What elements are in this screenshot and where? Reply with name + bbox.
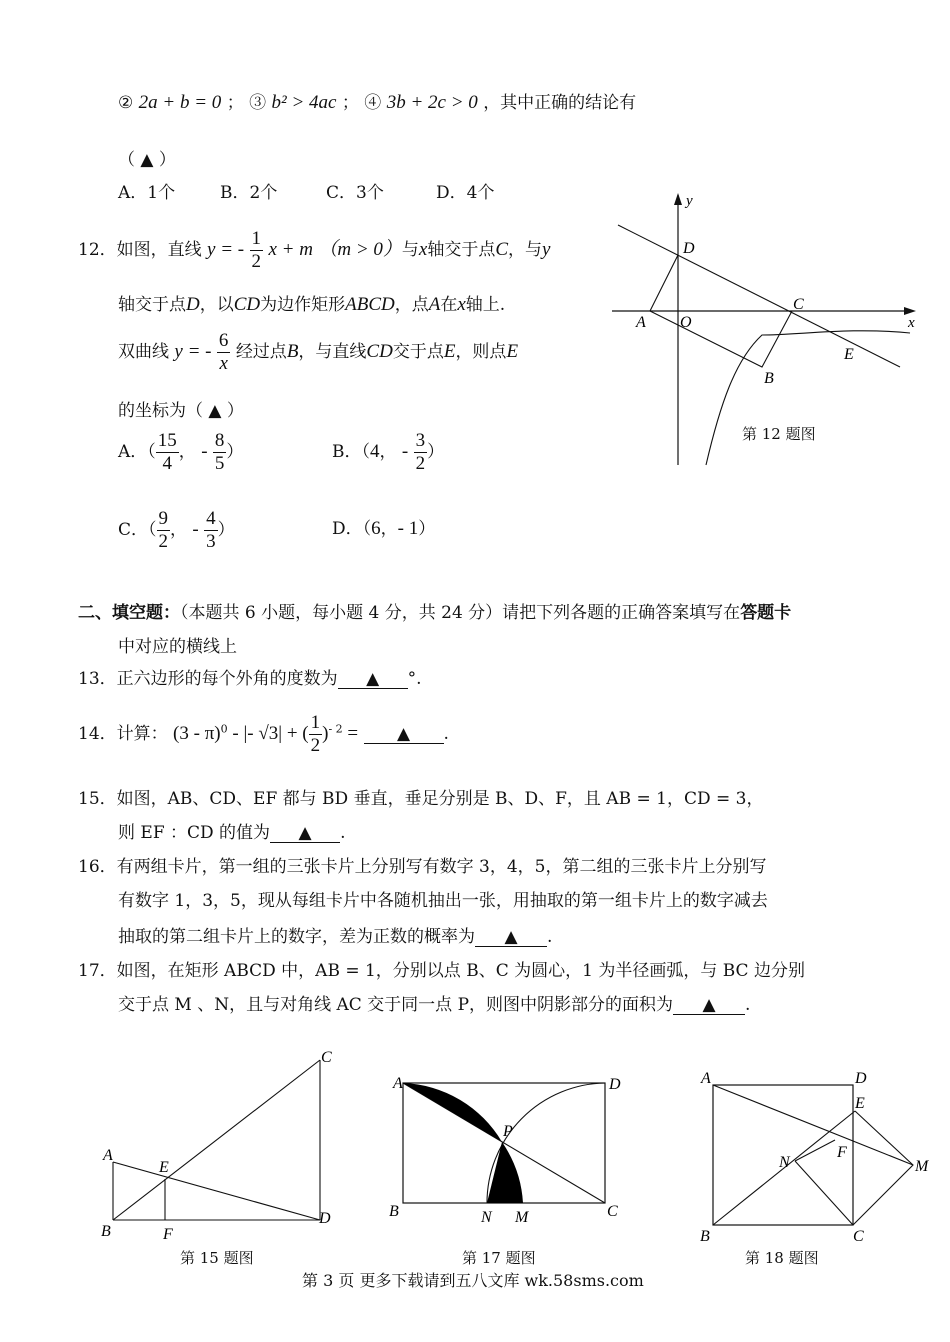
q17-line2: 交于点 M 、N，且与对角线 AC 交于同一点 P，则图中阴影部分的面积为 ▲ . (118, 995, 751, 1015)
fig17-label-c: C (607, 1203, 618, 1220)
fig15-label-e: E (159, 1159, 169, 1176)
fig12-y-arrow (674, 193, 682, 205)
q15-line2: 则 EF ：CD 的值为 ▲ . (118, 823, 346, 843)
fig12-x-arrow (904, 307, 916, 315)
fig12-label-x: x (908, 315, 915, 331)
fig18-triangle-emc (853, 1111, 913, 1225)
fig17-label-p: P (503, 1123, 513, 1140)
q11-cond4: 3b + 2c > 0 (386, 92, 478, 113)
q12-option-c: C．（ $\frac{9}{2}$ ， - $\frac{4}{3}$ ） (118, 508, 235, 552)
fig18-label-e: E (855, 1095, 865, 1112)
fig12-label-e: E (844, 346, 854, 363)
q11-cond3: b² > 4ac (271, 92, 337, 113)
fig17-label-b: B (389, 1203, 399, 1220)
fig18-label-n: N (779, 1154, 790, 1171)
q14-blank: ▲ (364, 725, 444, 744)
q17-blank: ▲ (673, 996, 745, 1015)
fig17-label-m: M (515, 1209, 529, 1226)
page-footer: 第 3 页 更多下载请到五八文库 wk.58sms.com (302, 1271, 644, 1290)
section2-line2: 中对应的横线上 (118, 637, 237, 657)
q14-fraction: $\frac{1}{2}$ (310, 712, 321, 756)
section2-heading: 二、填空题：（本题共 6 小题，每小题 4 分，共 24 分）请把下列各题的正确答案填写在答题卡 (78, 603, 792, 623)
q12-hyperbola-fraction: $\frac{6}{x}$ (218, 330, 229, 374)
q11-cond2: 2a + b = 0 (138, 92, 222, 113)
fig18-label-d: D (855, 1070, 867, 1087)
q12-option-b: B．（4， - $\frac{3}{2}$ ） (332, 430, 445, 474)
fig15-label-f: F (163, 1226, 173, 1240)
fig15-line-bc (113, 1060, 320, 1220)
q12-line4: 的坐标为（ ▲ ） (118, 401, 244, 421)
fig15-label-a: A (103, 1147, 113, 1164)
fig15-caption: 第 15 题图 (180, 1249, 254, 1267)
q13-blank: ▲ (338, 670, 408, 689)
fig18-label-m: M (915, 1158, 929, 1175)
q12-line3: 双曲线 y = - $\frac{6}{x}$ 经过点B，与直线CD交于点E，则点E (118, 330, 519, 374)
fig12-hyperbola (706, 331, 910, 465)
fig18-label-b: B (700, 1228, 710, 1245)
q12-line2: 轴交于点D，以CD为边作矩形ABCD，点A在x轴上. (118, 294, 506, 315)
q11-conditions: ② 2a + b = 0 ； ③ b² > 4ac ； ④ 3b + 2c > 0 ，其中正确的结论有 (118, 92, 637, 113)
fig12-label-d: D (683, 240, 695, 257)
fig12-caption: 第 12 题图 (742, 425, 816, 443)
fig17-label-n: N (481, 1209, 492, 1226)
figure-15 (95, 1040, 345, 1240)
q16-line2: 有数字 1，3，5，现从每组卡片中各随机抽出一张，用抽取的第一组卡片上的数字减去 (118, 891, 768, 911)
q16-line3: 抽取的第二组卡片上的数字，差为正数的概率为 ▲ . (118, 927, 553, 947)
figure-17 (385, 1070, 630, 1230)
q17-line1: 17．如图，在矩形 ABCD 中，AB = 1，分别以点 B、C 为圆心，1 为半径画弧，与 BC 边分别 (78, 961, 805, 981)
fig15-line-ad (113, 1162, 320, 1220)
q11-option-b: B．2个 (220, 183, 278, 203)
fig17-label-d: D (609, 1076, 621, 1093)
fig17-label-a: A (393, 1075, 403, 1092)
q15-blank: ▲ (270, 824, 340, 843)
fig12-label-y: y (686, 193, 693, 209)
fig17-caption: 第 17 题图 (462, 1249, 536, 1267)
fig18-label-c: C (853, 1228, 864, 1245)
fig12-label-c: C (793, 296, 804, 313)
fig18-caption: 第 18 题图 (745, 1249, 819, 1267)
q16-line1: 16．有两组卡片，第一组的三张卡片上分别写有数字 3，4，5，第二组的三张卡片上分别写 (78, 857, 767, 877)
figure-18 (695, 1065, 935, 1245)
fig15-label-c: C (321, 1049, 332, 1066)
fig12-label-o: O (680, 314, 692, 331)
q16-blank: ▲ (475, 928, 547, 947)
fig12-label-b: B (764, 370, 774, 387)
fig12-label-a: A (636, 314, 646, 331)
q12-option-d: D．（6，- 1） (332, 518, 436, 539)
q12-slope-fraction: $\frac{1}{2}$ (251, 228, 262, 272)
q12-line1: 12．如图，直线 y = - $\frac{1}{2}$ x + m （m > 0）与x轴交于点C，与y (78, 228, 551, 272)
q11-option-d: D．4个 (436, 183, 495, 203)
fig18-label-a: A (701, 1070, 711, 1087)
fig15-label-d: D (319, 1210, 331, 1227)
q15-line1: 15．如图，AB、CD、EF 都与 BD 垂直，垂足分别是 B、D、F，且 AB = 1，CD = 3， (78, 789, 764, 809)
q11-option-c: C．3个 (326, 183, 384, 203)
q14: 14．计算： (3 - π)$^0$ - |- √3| + ( $\frac{1}{2}$ )$^{- 2}$ = ▲ . (78, 712, 449, 756)
q11-option-a: A．1个 (118, 183, 176, 203)
fig15-label-b: B (101, 1223, 111, 1240)
fig18-line-am (713, 1085, 913, 1165)
q12-option-a: A．（ $\frac{15}{4}$ ， - $\frac{8}{5}$ ） (118, 430, 244, 474)
q13: 13．正六边形的每个外角的度数为 ▲ °. (78, 669, 422, 689)
fig18-label-f: F (837, 1144, 847, 1161)
q12-number: 12． (78, 240, 117, 260)
fig12-line-cd (618, 225, 900, 367)
q11-answer-blank: （ ▲ ） (118, 150, 176, 170)
fig18-line-nc (795, 1161, 853, 1225)
q11-options (118, 178, 578, 204)
